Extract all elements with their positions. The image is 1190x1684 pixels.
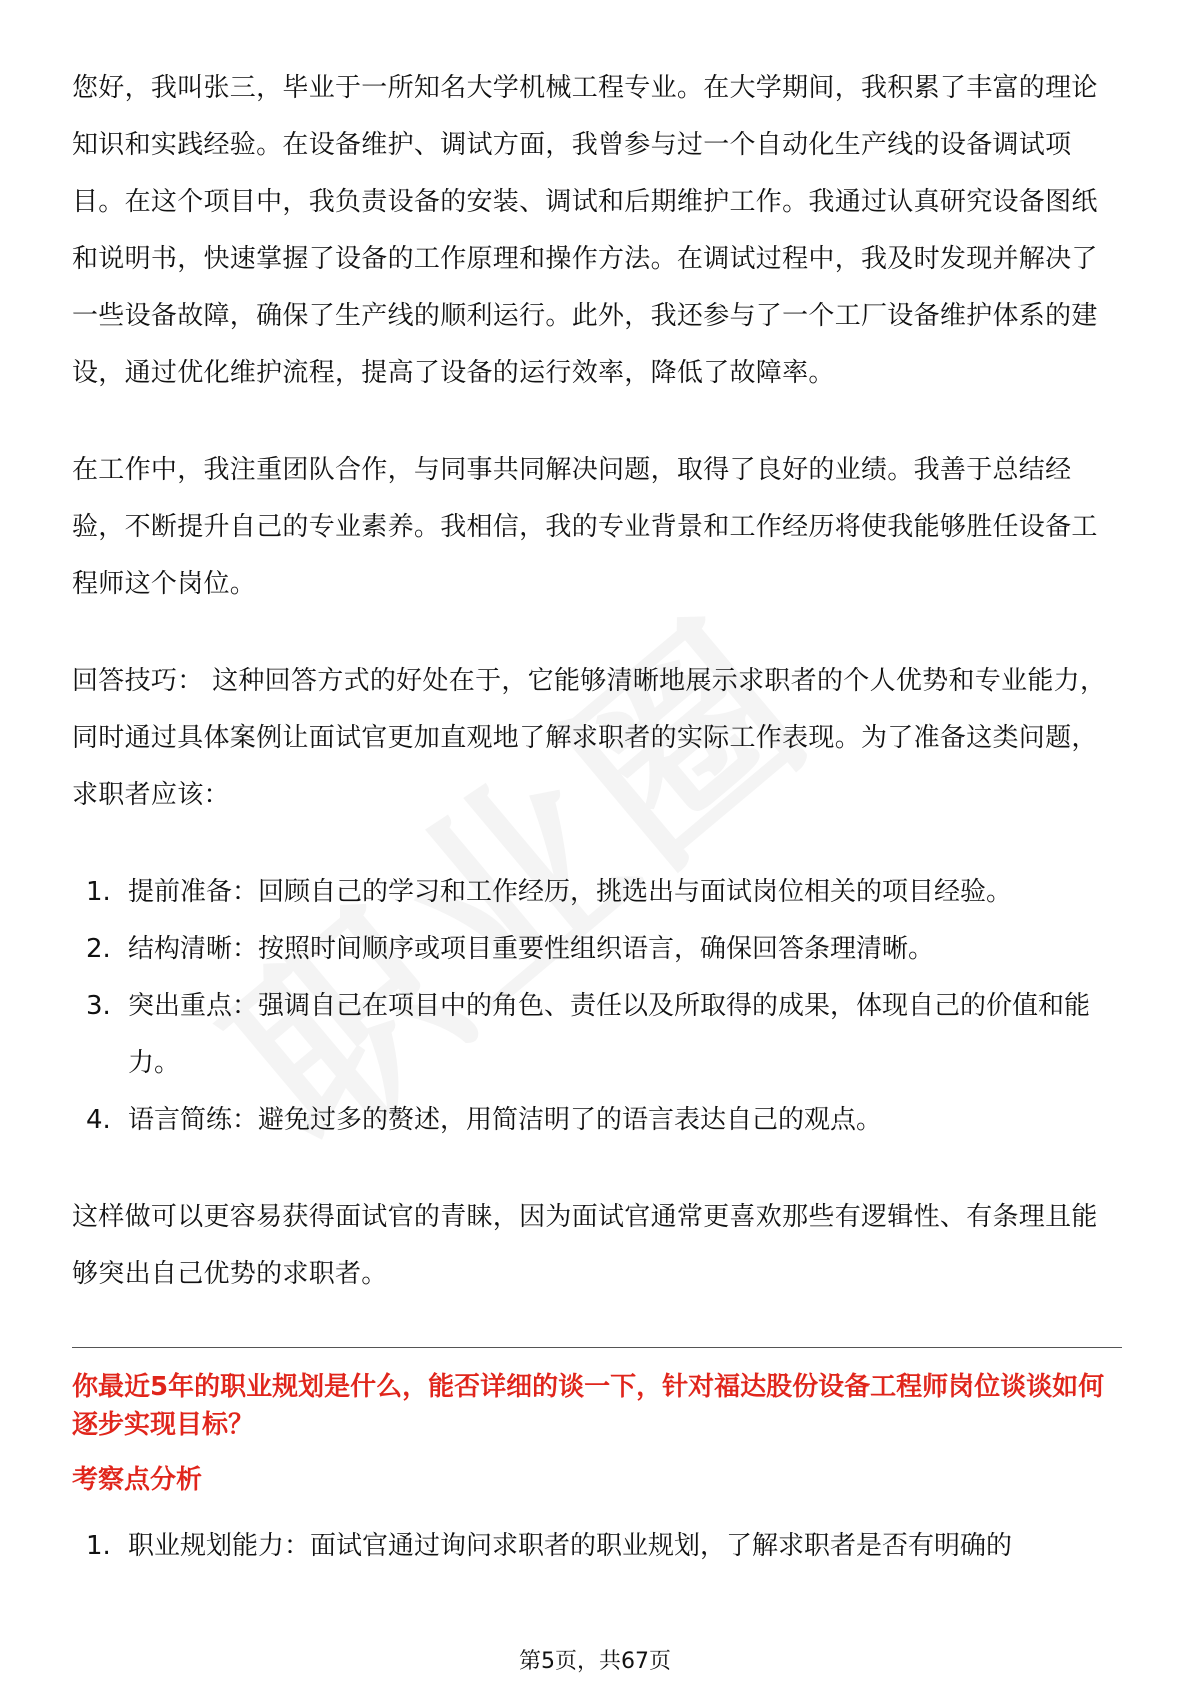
- list-number: 2.: [86, 934, 111, 964]
- list-item: [72, 1092, 1122, 1149]
- list-item: [72, 1518, 1122, 1575]
- analysis-list: [72, 1518, 1122, 1575]
- page-footer: 第5页，共67页: [519, 1649, 671, 1674]
- content: [72, 60, 1122, 1615]
- answer-paragraph-1: 您好，我叫张三，毕业于一所知名大学机械工程专业。在大学期间，我积累了丰富的理论知识和实践经验。在设备维护、调试方面，我曾参与过一个自动化生产线的设备调试项目。在这个项目中，我负责设备的安装、调试和后期维护工作。我通过认真研究设备图纸和说明书，快速掌握了设备的工作原理和操作方法。在调试过程中，我及时发现并解决了一些设备故障，确保了生产线的顺利运行。此外，我还参与了一个工厂设备维护体系的建设，通过优化维护流程，提高了设备的运行效率，降低了故障率。: [72, 73, 1098, 388]
- list-text: 语言简练：避免过多的赘述，用简洁明了的语言表达自己的观点。: [128, 1105, 883, 1135]
- list-item: [72, 864, 1122, 921]
- list-number: 4.: [86, 1105, 111, 1135]
- answer-paragraph-2: 在工作中，我注重团队合作，与同事共同解决问题，取得了良好的业绩。我善于总结经验，不断提升自己的专业素养。我相信，我的专业背景和工作经历将使我能够胜任设备工程师这个岗位。: [72, 455, 1098, 599]
- list-text: 突出重点：强调自己在项目中的角色、责任以及所取得的成果，体现自己的价值和能力。: [128, 991, 1091, 1078]
- list-number: 1.: [86, 877, 111, 907]
- list-number: 3.: [86, 991, 111, 1021]
- list-text: 职业规划能力：面试官通过询问求职者的职业规划，了解求职者是否有明确的: [128, 1531, 1013, 1561]
- tips-list: [72, 864, 1122, 1149]
- closing-paragraph: 这样做可以更容易获得面试官的青睐，因为面试官通常更喜欢那些有逻辑性、有条理且能够突出自己优势的求职者。: [72, 1202, 1098, 1289]
- section-divider: [72, 1347, 1122, 1348]
- list-item: [72, 921, 1122, 978]
- interview-question: 你最近5年的职业规划是什么，能否详细的谈一下，针对福达股份设备工程师岗位谈谈如何逐步实现目标？: [72, 1372, 1105, 1440]
- list-text: 提前准备：回顾自己的学习和工作经历，挑选出与面试岗位相关的项目经验。: [128, 877, 1013, 907]
- analysis-heading: 考察点分析: [72, 1465, 203, 1495]
- list-number: 1.: [86, 1531, 111, 1561]
- list-text: 结构清晰：按照时间顺序或项目重要性组织语言，确保回答条理清晰。: [128, 934, 935, 964]
- list-item: [72, 978, 1122, 1092]
- answer-tips-intro: 回答技巧： 这种回答方式的好处在于，它能够清晰地展示求职者的个人优势和专业能力，同时通过具体案例让面试官更加直观地了解求职者的实际工作表现。为了准备这类问题，求职者应该：: [72, 666, 1107, 810]
